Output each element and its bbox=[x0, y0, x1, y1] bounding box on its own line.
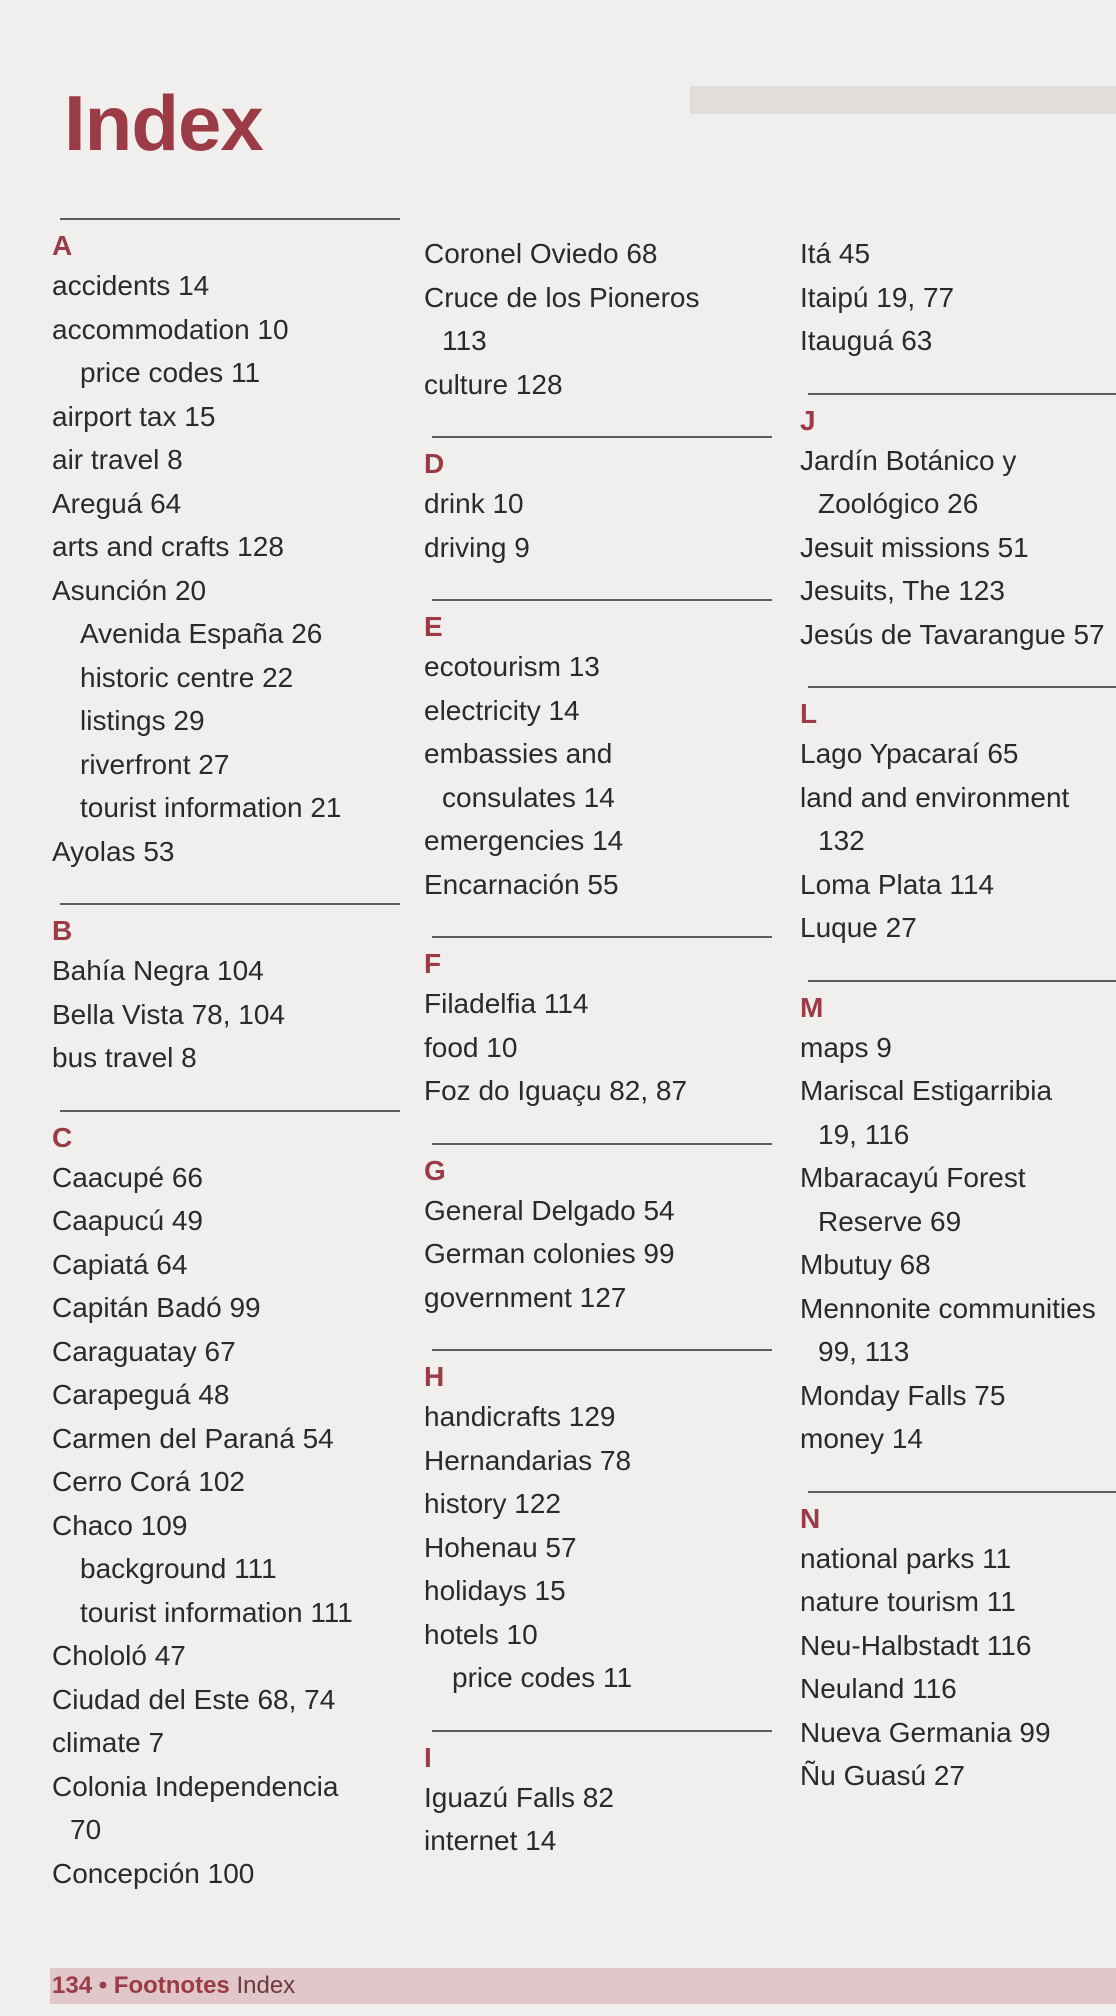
index-section-continued bbox=[424, 232, 784, 406]
section-gap bbox=[800, 656, 1116, 686]
index-section-c bbox=[52, 1080, 412, 1896]
section-rule bbox=[60, 903, 400, 905]
section-letter: J bbox=[800, 404, 816, 436]
index-entry: arts and crafts 128 bbox=[52, 531, 284, 562]
index-entry: money 14 bbox=[800, 1423, 923, 1454]
index-entry: Ayolas 53 bbox=[52, 835, 175, 867]
index-entry: Hernandarias 78 bbox=[424, 1444, 632, 1476]
index-entry: Bella Vista 78, 104 bbox=[52, 998, 285, 1030]
index-section-h bbox=[424, 1319, 784, 1700]
index-section-continued bbox=[800, 232, 1116, 363]
index-entry: Coronel Oviedo 68 bbox=[424, 238, 658, 269]
index-entry: holidays 15 bbox=[424, 1575, 566, 1606]
index-subentry: price codes 11 bbox=[80, 357, 261, 388]
index-entry: Hohenau 57 bbox=[424, 1531, 577, 1563]
index-entry: Cruce de los Pioneros bbox=[424, 281, 700, 313]
index-section-l bbox=[800, 656, 1116, 950]
index-subentry: price codes 11 bbox=[452, 1662, 633, 1693]
section-gap bbox=[424, 906, 784, 936]
index-section-f bbox=[424, 906, 784, 1113]
index-entry: handicrafts 129 bbox=[424, 1401, 616, 1432]
index-entry: Caraguatay 67 bbox=[52, 1335, 236, 1367]
index-entry: Mariscal Estigarribia bbox=[800, 1075, 1053, 1106]
index-section-n bbox=[800, 1461, 1116, 1798]
index-subentry: tourist information 21 bbox=[80, 792, 342, 823]
index-entry: climate 7 bbox=[52, 1727, 165, 1758]
index-entry: Itauguá 63 bbox=[800, 325, 933, 356]
index-entry-continuation: 19, 116 bbox=[818, 1118, 910, 1150]
index-subentry: tourist information 111 bbox=[80, 1596, 353, 1628]
index-subentry: riverfront 27 bbox=[80, 748, 230, 780]
section-letter: D bbox=[424, 448, 445, 479]
index-entry: emergencies 14 bbox=[424, 825, 624, 856]
section-gap bbox=[424, 406, 784, 436]
section-letter: L bbox=[800, 698, 818, 729]
index-entry: Jardín Botánico y bbox=[800, 444, 1017, 476]
section-letter: I bbox=[424, 1741, 432, 1773]
section-gap bbox=[424, 1700, 784, 1730]
footer-page-number: 134 bbox=[52, 1972, 93, 1999]
section-rule bbox=[432, 436, 772, 438]
section-letter: E bbox=[424, 611, 443, 642]
index-entry: electricity 14 bbox=[424, 694, 580, 726]
index-entry: Iguazú Falls 82 bbox=[424, 1781, 614, 1813]
index-entry: Itaipú 19, 77 bbox=[800, 281, 955, 313]
index-entry-continuation: 113 bbox=[442, 325, 487, 356]
index-entry: Jesuits, The 123 bbox=[800, 575, 1005, 606]
index-entry-continuation: 99, 113 bbox=[818, 1336, 910, 1367]
index-entry: Foz do Iguaçu 82, 87 bbox=[424, 1075, 688, 1106]
section-letter: M bbox=[800, 991, 824, 1023]
index-entry: ecotourism 13 bbox=[424, 651, 600, 682]
index-entry: Loma Plata 114 bbox=[800, 868, 995, 900]
section-rule bbox=[808, 1491, 1116, 1493]
index-entry: Carapeguá 48 bbox=[52, 1379, 230, 1410]
index-entry: internet 14 bbox=[424, 1825, 557, 1856]
index-entry: accidents 14 bbox=[52, 270, 210, 301]
section-letter: A bbox=[52, 230, 73, 261]
index-entry: Neuland 116 bbox=[800, 1673, 957, 1704]
index-entry: Chololó 47 bbox=[52, 1640, 186, 1671]
index-entry: Jesuit missions 51 bbox=[800, 531, 1029, 563]
section-gap bbox=[424, 1113, 784, 1143]
section-gap bbox=[800, 950, 1116, 980]
page-title: Index bbox=[64, 79, 263, 167]
index-section-g bbox=[424, 1113, 784, 1320]
index-entry: Cerro Corá 102 bbox=[52, 1466, 245, 1497]
index-entry: bus travel 8 bbox=[52, 1042, 197, 1073]
section-gap bbox=[424, 1319, 784, 1349]
index-subentry: listings 29 bbox=[80, 705, 205, 736]
index-entry: Ñu Guasú 27 bbox=[800, 1760, 965, 1791]
index-entry: accommodation 10 bbox=[52, 313, 289, 345]
index-entry: national parks 11 bbox=[800, 1542, 1012, 1574]
section-gap bbox=[424, 569, 784, 599]
index-section-m bbox=[800, 950, 1116, 1461]
footer bbox=[52, 1972, 295, 2000]
index-entry: culture 128 bbox=[424, 368, 563, 400]
section-gap bbox=[52, 1080, 412, 1110]
index-subentry: Avenida España 26 bbox=[80, 618, 323, 649]
index-entry: Mennonite communities bbox=[800, 1292, 1096, 1324]
index-entry: General Delgado 54 bbox=[424, 1194, 675, 1226]
section-letter: F bbox=[424, 948, 442, 979]
facing-page-bleed-bar bbox=[690, 86, 1116, 114]
index-entry: Mbaracayú Forest bbox=[800, 1162, 1026, 1193]
section-rule bbox=[808, 980, 1116, 982]
index-entry-continuation: 132 bbox=[818, 825, 865, 856]
section-rule bbox=[808, 393, 1116, 395]
index-entry: Concepción 100 bbox=[52, 1857, 255, 1889]
footer-section: Footnotes bbox=[113, 1972, 230, 1999]
footer-bullet: • bbox=[98, 1972, 108, 1999]
index-entry: Itá 45 bbox=[800, 238, 871, 269]
section-rule bbox=[432, 1349, 772, 1351]
index-subentry: background 111 bbox=[80, 1553, 277, 1584]
index-entry: Capitán Badó 99 bbox=[52, 1292, 261, 1323]
section-rule bbox=[432, 1143, 772, 1145]
index-entry: Mbutuy 68 bbox=[800, 1249, 931, 1280]
section-rule bbox=[432, 936, 772, 938]
index-entry: Areguá 64 bbox=[52, 487, 182, 519]
index-entry: Lago Ypacaraí 65 bbox=[800, 738, 1019, 769]
section-rule bbox=[808, 686, 1116, 688]
index-entry-continuation: Zoológico 26 bbox=[818, 488, 979, 519]
index-entry: food 10 bbox=[424, 1031, 518, 1063]
section-letter: N bbox=[800, 1502, 821, 1534]
index-entry: driving 9 bbox=[424, 531, 530, 563]
index-entry-continuation: Reserve 69 bbox=[818, 1205, 962, 1237]
index-entry: German colonies 99 bbox=[424, 1238, 675, 1269]
section-letter: C bbox=[52, 1121, 73, 1153]
index-entry: drink 10 bbox=[424, 488, 524, 519]
index-entry: Monday Falls 75 bbox=[800, 1379, 1006, 1411]
index-section-a bbox=[52, 218, 412, 873]
section-letter: H bbox=[424, 1361, 445, 1392]
index-entry: Caapucú 49 bbox=[52, 1205, 204, 1236]
index-column-3 bbox=[800, 232, 1116, 1798]
index-entry: Encarnación 55 bbox=[424, 868, 619, 900]
index-entry-continuation: 70 bbox=[70, 1814, 102, 1845]
index-entry: land and environment bbox=[800, 781, 1070, 813]
index-section-e bbox=[424, 569, 784, 906]
section-rule bbox=[60, 218, 400, 220]
index-entry: Nueva Germania 99 bbox=[800, 1716, 1051, 1748]
index-entry: Asunción 20 bbox=[52, 574, 207, 606]
section-gap bbox=[800, 363, 1116, 393]
section-gap bbox=[52, 873, 412, 903]
index-entry: nature tourism 11 bbox=[800, 1586, 1016, 1617]
section-letter: G bbox=[424, 1154, 446, 1186]
index-entry: Jesús de Tavarangue 57 bbox=[800, 618, 1105, 650]
index-subentry: historic centre 22 bbox=[80, 661, 294, 693]
index-entry: government 127 bbox=[424, 1281, 627, 1313]
section-letter: B bbox=[52, 915, 73, 946]
footer-label: Index bbox=[236, 1972, 296, 1999]
index-entry: air travel 8 bbox=[52, 444, 183, 475]
index-entry: Neu-Halbstadt 116 bbox=[800, 1629, 1032, 1661]
index-section-b bbox=[52, 873, 412, 1080]
section-rule bbox=[60, 1110, 400, 1112]
index-entry: airport tax 15 bbox=[52, 400, 216, 432]
index-entry: hotels 10 bbox=[424, 1618, 538, 1650]
index-entry: Colonia Independencia bbox=[52, 1770, 339, 1802]
index-section-i bbox=[424, 1700, 784, 1863]
index-entry: Ciudad del Este 68, 74 bbox=[52, 1683, 336, 1715]
index-column-1 bbox=[52, 218, 412, 1895]
index-entry: maps 9 bbox=[800, 1031, 892, 1063]
index-entry-continuation: consulates 14 bbox=[442, 781, 615, 813]
section-rule bbox=[432, 1730, 772, 1732]
index-entry: embassies and bbox=[424, 738, 613, 769]
index-entry: Luque 27 bbox=[800, 912, 917, 943]
section-rule bbox=[432, 599, 772, 601]
index-entry: Carmen del Paraná 54 bbox=[52, 1422, 334, 1454]
section-gap bbox=[800, 1461, 1116, 1491]
index-section-d bbox=[424, 406, 784, 569]
index-entry: Chaco 109 bbox=[52, 1509, 188, 1541]
index-entry: Bahía Negra 104 bbox=[52, 955, 264, 986]
index-entry: Capiatá 64 bbox=[52, 1248, 188, 1280]
index-entry: history 122 bbox=[424, 1488, 561, 1519]
index-entry: Filadelfia 114 bbox=[424, 988, 589, 1019]
index-column-2 bbox=[424, 232, 784, 1863]
index-section-j bbox=[800, 363, 1116, 657]
index-entry: Caacupé 66 bbox=[52, 1161, 204, 1193]
